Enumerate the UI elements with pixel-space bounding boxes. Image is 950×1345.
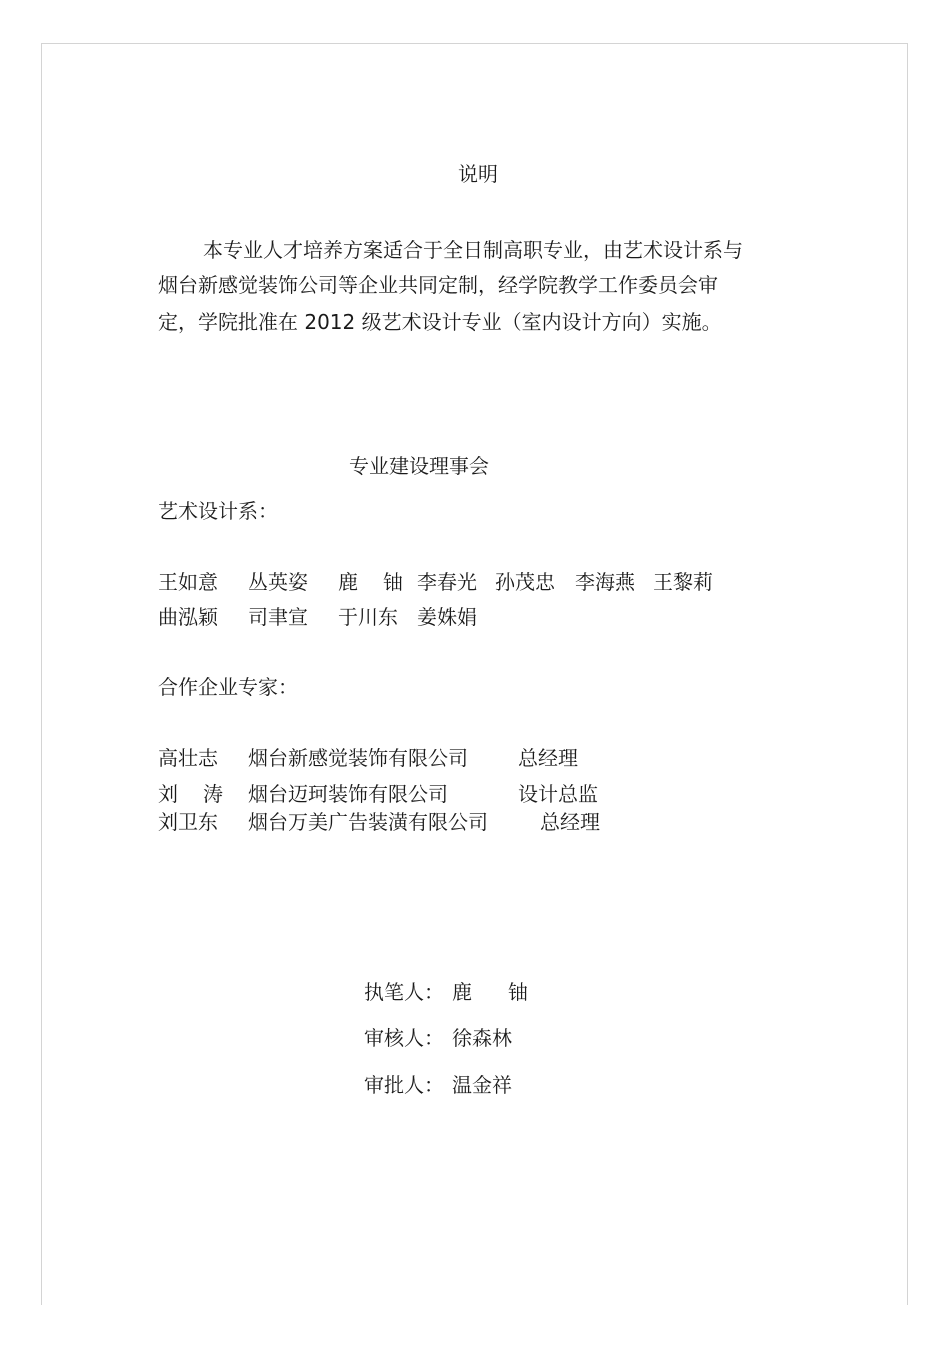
expert-name: 高壮志: [158, 746, 218, 770]
member-name: 鹿: [338, 570, 358, 594]
cooperation-label: 合作企业专家：: [158, 675, 298, 699]
writer-name: 鹿: [452, 980, 472, 1004]
writer-label: 执笔人：: [364, 980, 444, 1004]
expert-name: 刘: [158, 782, 178, 806]
member-name: 于川东: [338, 605, 398, 629]
member-name: 王黎莉: [653, 570, 713, 594]
member-name: 铀: [383, 570, 403, 594]
expert-role: 总经理: [540, 810, 600, 834]
intro-line-2: 烟台新感觉装饰公司等企业共同定制，经学院教学工作委员会审: [158, 273, 718, 297]
reviewer-name: 徐森林: [452, 1026, 512, 1050]
intro-line-1: 本专业人才培养方案适合于全日制高职专业，由艺术设计系与: [203, 238, 743, 262]
member-name: 王如意: [158, 570, 218, 594]
member-name: 曲泓颖: [158, 605, 218, 629]
member-name: 孙茂忠: [495, 570, 555, 594]
council-title: 专业建设理事会: [349, 454, 489, 478]
member-name: 丛英姿: [248, 570, 308, 594]
department-label: 艺术设计系：: [158, 499, 278, 523]
member-name: 李海燕: [575, 570, 635, 594]
reviewer-label: 审核人：: [364, 1026, 444, 1050]
member-name: 姜姝娟: [417, 605, 477, 629]
expert-role: 总经理: [518, 746, 578, 770]
document-title: 说明: [458, 162, 498, 186]
expert-role: 设计总监: [518, 782, 598, 806]
expert-name: 涛: [203, 782, 223, 806]
member-name: 司聿宣: [248, 605, 308, 629]
approver-name: 温金祥: [452, 1073, 512, 1097]
writer-name: 铀: [508, 980, 528, 1004]
document-page: [41, 43, 908, 1305]
expert-company: 烟台新感觉装饰有限公司: [248, 746, 468, 770]
member-name: 李春光: [417, 570, 477, 594]
intro-line-3: 定，学院批准在 2012 级艺术设计专业（室内设计方向）实施。: [158, 310, 722, 334]
expert-company: 烟台迈珂装饰有限公司: [248, 782, 448, 806]
approver-label: 审批人：: [364, 1073, 444, 1097]
expert-name: 刘卫东: [158, 810, 218, 834]
expert-company: 烟台万美广告装潢有限公司: [248, 810, 488, 834]
